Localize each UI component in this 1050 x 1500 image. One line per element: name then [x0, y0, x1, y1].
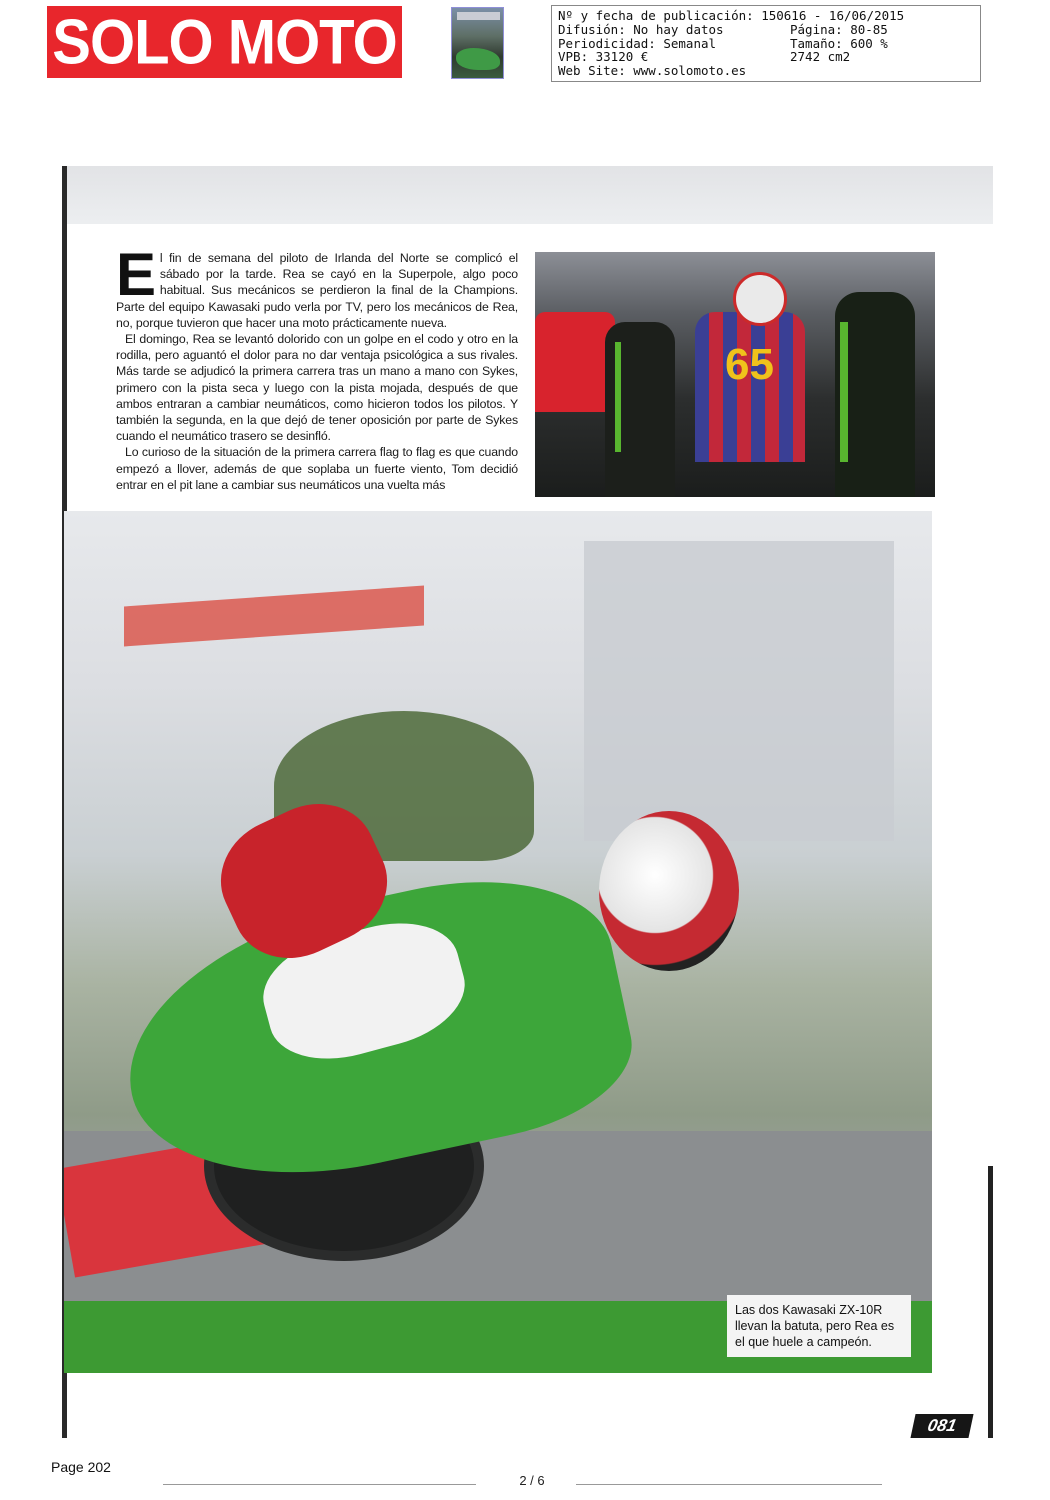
difusion: Difusión: No hay datos: [558, 21, 724, 37]
info-row-4: [558, 50, 974, 64]
rider-helmet-race: [599, 811, 739, 971]
motorcycle-photo: [64, 511, 932, 1373]
periodicidad: Periodicidad: Semanal: [558, 35, 717, 51]
article-text: [116, 241, 518, 493]
background-building: [584, 541, 894, 841]
rider-helmet: [733, 272, 787, 326]
article-paragraph-2: El domingo, Rea se levantó dolorido con un golpe en el codo y otro en la rodilla, pero aguantó el dolor para no dar ventaja psicológica a sus rivales. Más tarde se adjudicó la primera carrera tras un mano a mano con Sykes, primero con la pista seca y luego con la pista mojada, después de que ambos entraran a cambiar neumáticos, como hicieron todos los pilotos. Y también la segunda, en la que dejó de tener oposición por parte de Sykes cuando el neumático trasero se desinfló.: [116, 332, 518, 444]
official-tv-crew: [535, 312, 615, 412]
thumbnail-bike: [456, 48, 500, 70]
area: 2742 cm2: [790, 49, 851, 65]
mechanic-stripe: [615, 342, 621, 452]
jersey-number: 65: [725, 340, 774, 389]
solo-moto-logo: [47, 6, 402, 78]
pagina: Página: 80-85: [790, 21, 888, 37]
thumbnail-masthead: [457, 12, 500, 20]
logo-text: SOLO MOTO: [52, 6, 397, 78]
footer-page-label: Page 202: [51, 1459, 111, 1475]
scan-right-edge: [988, 1166, 993, 1438]
info-row-1: [558, 9, 974, 23]
scanned-page: [62, 166, 993, 1438]
scan-top-strip: [62, 166, 993, 224]
mechanic-stripe-right: [840, 322, 848, 462]
vpb: VPB: 33120 €: [558, 49, 649, 65]
drop-cap: E: [116, 241, 156, 308]
info-row-5: [558, 64, 974, 78]
website: Web Site: www.solomoto.es: [558, 63, 747, 79]
footer-page-count: 2 / 6: [519, 1473, 545, 1488]
publication-info-box: [551, 5, 981, 82]
article-paragraph-1-text: l fin de semana del piloto de Irlanda del Norte se complicó el sábado por la tarde. Rea se cayó en la Superpole, algo poco habitual. Sus mecánicos se perdieron la final de la Champions. Parte del equipo Kawasaki pudo verla por TV, pero los mecánicos de Rea, no, porque tuvieron que hacer una moto prácticamente nueva.: [116, 251, 518, 330]
tamano: Tamaño: 600 %: [790, 35, 888, 51]
magazine-page-number-text: 081: [925, 1416, 959, 1435]
background-flag: [124, 586, 424, 647]
info-row-2: [558, 23, 974, 37]
info-row-3: [558, 37, 974, 51]
magazine-page-number: [910, 1414, 973, 1438]
magazine-cover-thumbnail: [451, 7, 504, 79]
article-paragraph-3: Lo curioso de la situación de la primera carrera flag to flag es que cuando empezó a llover, además de que soplaba un fuerte viento, Tom decidió entrar en el pit lane a cambiar sus neumáticos una vuelta más: [116, 445, 518, 492]
photo-caption: Las dos Kawasaki ZX-10R llevan la batuta, pero Rea es el que huele a campeón.: [727, 1295, 911, 1357]
article-paragraph-1: [116, 241, 518, 331]
footer-rule-left: [163, 1484, 476, 1485]
team-photo: [535, 252, 935, 497]
footer-rule-right: [576, 1484, 882, 1485]
publication-number-date: Nº y fecha de publicación: 150616 - 16/06/2015: [558, 8, 905, 23]
